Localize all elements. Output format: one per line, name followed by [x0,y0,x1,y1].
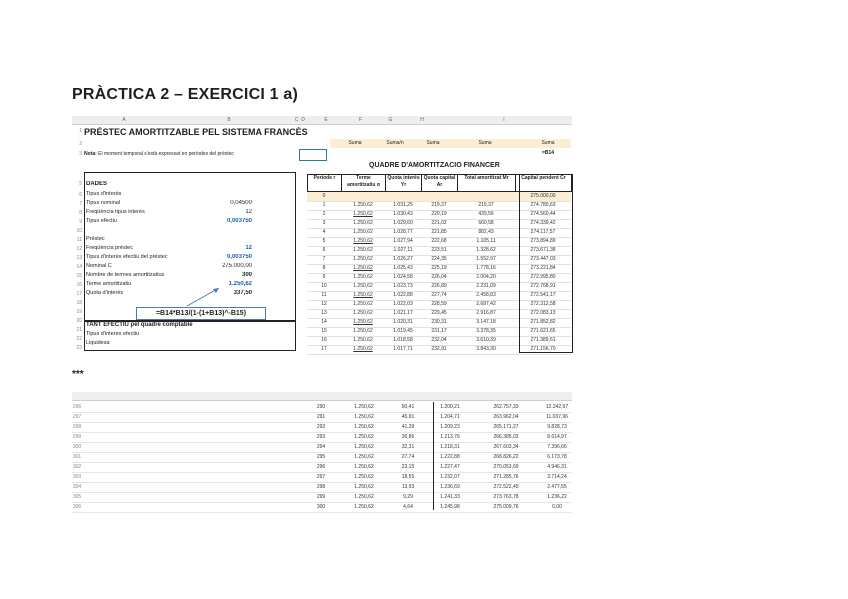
effective-row-1: Tipus d'interès efectiu [86,331,140,337]
input-label: Tipus nominal [86,200,121,206]
table-cell[interactable]: 27,74 [401,454,415,460]
table-cell[interactable]: 232,91 [431,346,447,352]
column-header-e[interactable]: E [324,117,328,123]
table-cell[interactable]: 1.250,62 [353,301,373,307]
row-number: 22 [76,336,82,342]
input-label: Tipus d'interès [86,191,122,197]
table-cell[interactable]: 230,31 [431,319,447,325]
row-number: 305 [72,494,82,500]
amortization-header: Total amortitzat Mr [457,174,516,192]
effective-title: TANT EFECTIU pel quadre comptable [86,322,193,328]
ellipsis: *** [72,369,84,380]
row-number: 306 [72,504,82,510]
table-cell[interactable]: 292 [316,424,326,430]
table-cell[interactable]: 45,91 [401,414,415,420]
summary-header: Suma/n [386,140,404,146]
table-cell[interactable]: 1.250,62 [353,229,373,235]
summary-value: =B14 [541,150,555,156]
table-cell[interactable]: 7.396,66 [547,444,567,450]
table-cell[interactable]: 1.025,43 [393,265,413,271]
table-cell[interactable]: 1.227,47 [440,464,460,470]
table-cell[interactable]: 1.236,69 [440,484,460,490]
table-cell[interactable]: 1.241,33 [440,494,460,500]
table-cell[interactable]: 225,19 [431,265,447,271]
table-cell[interactable]: 1.328,62 [476,247,496,253]
row-number: 19 [76,309,82,315]
table-cell[interactable]: 1.204,71 [440,414,460,420]
table-cell[interactable]: 5 [322,238,326,244]
table-cell[interactable]: 1.250,62 [354,464,374,470]
table-cell[interactable]: 32,31 [401,444,415,450]
table-cell[interactable]: 1.105,11 [476,238,496,244]
amortization-header: Quota capital Ar [421,174,458,192]
table-cell[interactable]: 1.018,58 [393,337,413,343]
table-cell[interactable]: 274.339,42 [530,220,556,226]
table-cell[interactable]: 3 [322,220,326,226]
table-cell[interactable]: 1.019,45 [393,328,413,334]
table-cell[interactable]: 10 [321,283,327,289]
table-cell[interactable]: 6.173,78 [547,454,567,460]
table-cell[interactable]: 1.028,77 [393,229,413,235]
table-cell[interactable]: 9 [322,274,326,280]
table-cell[interactable]: 273.447,03 [530,256,556,262]
summary-header: Suma [426,140,440,146]
amortization-header: Capital pendent Cr [515,174,572,192]
row-number: 18 [76,300,82,306]
column-header-h[interactable]: H [420,117,424,123]
table-cell[interactable]: 1.250,62 [354,504,374,510]
input-label: Nominal C [86,263,112,269]
table-cell[interactable]: 0 [322,193,326,199]
column-header-d[interactable]: D [301,117,305,123]
table-cell[interactable]: 1.250,62 [353,211,373,217]
table-cell[interactable]: 294 [316,444,326,450]
table-cell[interactable]: 219,37 [431,202,447,208]
table-cell[interactable]: 36,86 [401,434,415,440]
table-cell[interactable]: 1.021,17 [393,310,413,316]
table-cell[interactable]: 1.031,25 [393,202,413,208]
input-label: Quota d'interès [86,290,124,296]
table-cell[interactable]: 23,15 [401,464,415,470]
formula-callout: =B14*B13/(1-(1+B13)^-B15) [136,307,266,320]
sheet-heading: PRÉSTEC AMORTITZABLE PEL SISTEMA FRANCÈS [84,127,308,137]
table-cell[interactable]: 1.026,27 [393,256,413,262]
input-label: Préstec [86,236,105,242]
table-cell[interactable]: 3.610,39 [476,337,496,343]
table-cell[interactable]: 274.560,44 [530,211,556,217]
table-cell[interactable]: 272.312,58 [530,301,556,307]
table-cell[interactable]: 3.378,35 [476,328,496,334]
row-number: 15 [76,273,82,279]
row-number: 9 [79,219,82,225]
row-number: 299 [72,434,82,440]
table-cell[interactable]: 11 [321,292,327,298]
table-title: QUADRE D'AMORTITZACIÓ FINANCER [369,162,500,169]
column-header-g[interactable]: G [388,117,393,123]
row-number: 1 [79,128,82,134]
table-cell[interactable]: 273.894,89 [530,238,556,244]
table-cell[interactable]: 227,74 [431,292,447,298]
table-cell[interactable]: 8 [322,265,326,271]
table-cell[interactable]: 660,58 [478,220,494,226]
table-cell[interactable]: 273.671,38 [530,247,556,253]
table-cell[interactable]: 271.389,61 [530,337,556,343]
table-cell[interactable]: 17 [321,346,327,352]
table-cell[interactable]: 1.027,11 [393,247,413,253]
row-number: 11 [76,237,82,243]
input-label: Nombre de termes amortitzatius [86,272,165,278]
column-divider [433,402,434,510]
table-cell[interactable]: 229,45 [431,310,447,316]
table-cell[interactable]: 1.250,62 [353,274,373,280]
table-cell[interactable]: 1.250,62 [353,310,373,316]
table-cell[interactable]: 6 [322,247,326,253]
table-cell[interactable]: 221,02 [431,220,447,226]
table-cell[interactable]: 291 [316,414,326,420]
table-cell[interactable]: 2.916,87 [476,310,496,316]
row-number: 303 [72,474,82,480]
amortization-header: Quota interès Yr [385,174,422,192]
amortization-header: Període r [307,174,342,192]
table-cell[interactable]: 2.004,20 [476,274,496,280]
table-cell[interactable]: 1.200,21 [440,404,460,410]
row-number: 5 [79,181,82,187]
table-cell[interactable]: 1.029,60 [393,220,413,226]
table-cell[interactable]: 2.687,42 [476,301,496,307]
table-cell[interactable]: 1.250,62 [353,292,373,298]
table-cell[interactable]: 1.020,31 [393,319,413,325]
column-header-f[interactable]: F [358,117,363,123]
table-cell[interactable]: 274.780,63 [530,202,556,208]
row-number: 300 [72,444,82,450]
table-cell[interactable]: 223,51 [431,247,447,253]
row-number: 3 [79,151,82,157]
row-number: 8 [79,210,82,216]
input-label: Tipus efectiu [86,218,117,224]
table-cell[interactable]: 1.222,88 [440,454,460,460]
table-cell[interactable]: 224,35 [431,256,447,262]
table-cell[interactable]: 222,68 [431,238,447,244]
input-value[interactable]: 1.250,62 [228,281,252,287]
table-cell[interactable]: 272.522,45 [493,484,519,490]
table-cell[interactable]: 1.250,62 [354,404,374,410]
table-cell[interactable]: 13 [321,310,327,316]
summary-header: Suma [348,140,362,146]
table-cell[interactable]: 275.000,00 [530,193,556,199]
data-title: DADES [86,181,108,187]
input-label: Freqüència tipus interès [86,209,145,215]
table-cell[interactable]: 1.218,31 [440,444,460,450]
table-cell[interactable]: 1.236,22 [547,494,567,500]
table-cell[interactable]: 7 [322,256,326,262]
table-cell[interactable]: 272.541,17 [530,292,556,298]
table-cell[interactable]: 1.250,62 [354,484,374,490]
table-cell[interactable]: 219,37 [478,202,494,208]
table-cell[interactable]: 11.037,96 [546,414,568,420]
note-row [84,151,234,157]
table-cell[interactable]: 298 [316,484,326,490]
table-cell[interactable]: 228,59 [431,301,447,307]
table-cell[interactable]: 1.552,97 [476,256,496,262]
table-cell[interactable]: 1.778,16 [476,265,496,271]
table-cell[interactable]: 299 [316,494,326,500]
table-cell[interactable]: 296 [316,464,326,470]
table-cell[interactable]: 267.603,34 [493,444,519,450]
row-number: 23 [76,345,82,351]
table-cell[interactable]: 1.250,62 [354,494,374,500]
table-cell[interactable]: 1.027,94 [393,238,413,244]
input-value[interactable]: 0,003750 [226,218,252,224]
row-number: 21 [76,327,82,333]
table-cell[interactable]: 275.009,76 [493,504,519,510]
formula-arrow [185,284,225,308]
table-row [72,502,572,513]
table-cell[interactable]: 1.030,43 [393,211,413,217]
table-cell[interactable]: 1.213,76 [440,434,460,440]
table-cell[interactable]: 271.852,82 [530,319,556,325]
table-cell[interactable]: 41,39 [401,424,415,430]
table-cell[interactable]: 274.117,57 [530,229,556,235]
table-cell[interactable]: 1.250,62 [354,434,374,440]
table-cell[interactable]: 1.250,62 [353,283,373,289]
table-cell[interactable]: 4 [322,229,326,235]
table-cell[interactable]: 8.614,97 [547,434,567,440]
row-number: 12 [76,246,82,252]
table-cell[interactable]: 1.250,62 [353,319,373,325]
table-cell[interactable]: 1 [322,202,326,208]
table-cell[interactable]: 1.250,62 [353,256,373,262]
table-cell[interactable]: 1.250,62 [354,454,374,460]
input-value[interactable]: 337,50 [233,290,252,296]
table-cell[interactable]: 50,41 [401,404,415,410]
table-cell[interactable]: 1.250,62 [353,238,373,244]
table-cell[interactable]: 13,93 [401,484,415,490]
input-value[interactable]: 0,04500 [230,200,252,206]
table-cell[interactable]: 1.250,62 [354,414,374,420]
table-cell[interactable]: 9.828,73 [547,424,567,430]
table-cell[interactable]: 220,19 [431,211,447,217]
table-cell[interactable]: 300 [316,504,326,510]
table-cell[interactable]: 16 [321,337,327,343]
row-number: 16 [76,282,82,288]
table-cell[interactable]: 270.053,69 [493,464,519,470]
table-cell[interactable]: 262.757,33 [493,404,519,410]
note-text: El moment temporal s'està expressat en períodes del préstec [98,151,234,157]
column-header-i[interactable]: I [503,117,505,123]
input-label: Freqüència préstec [86,245,134,251]
table-cell[interactable]: 295 [316,454,326,460]
input-value[interactable]: 12 [245,209,252,215]
table-cell[interactable]: 273.221,84 [530,265,556,271]
table-cell[interactable]: 263.962,04 [493,414,519,420]
table-cell[interactable]: 2.231,09 [476,283,496,289]
table-cell[interactable]: 4,64 [403,504,413,510]
table-cell[interactable]: 266.385,03 [493,434,519,440]
table-cell[interactable]: 2.477,55 [547,484,567,490]
table-cell[interactable]: 272.768,91 [530,283,556,289]
row-number: 14 [76,264,82,270]
table-cell[interactable]: 1.250,62 [353,265,373,271]
table-cell[interactable]: 1.245,98 [440,504,460,510]
table-cell[interactable]: 12 [321,301,327,307]
table-cell[interactable]: 297 [316,474,326,480]
table-cell[interactable]: 882,43 [478,229,494,235]
bottom-column-headers [72,392,572,401]
table-cell[interactable]: 273.763,78 [493,494,519,500]
input-value[interactable]: 275.000,00 [221,263,252,269]
summary-header: Suma [478,140,492,146]
input-value[interactable]: 12 [245,245,252,251]
row-number: 6 [79,192,82,198]
capital-column-border [519,174,573,353]
table-cell[interactable]: 226,04 [431,274,447,280]
row-number: 304 [72,484,82,490]
table-cell[interactable]: 272.083,13 [530,310,556,316]
table-cell[interactable]: 2.458,83 [476,292,496,298]
row-number: 302 [72,464,82,470]
column-header-c[interactable]: C [294,117,299,123]
table-cell[interactable]: 290 [316,404,326,410]
table-cell[interactable]: 1.250,62 [354,424,374,430]
row-number: 2 [79,141,82,147]
selected-cell[interactable] [299,149,327,161]
table-cell[interactable]: 272.995,80 [530,274,556,280]
table-cell[interactable]: 12.242,67 [545,404,569,410]
note-label: Nota: [84,151,97,157]
row-number: 301 [72,454,82,460]
table-cell[interactable]: 1.250,62 [353,247,373,253]
table-cell[interactable]: 1.250,62 [353,337,373,343]
table-cell[interactable]: 231,17 [431,328,447,334]
table-cell[interactable]: 3.843,30 [476,346,496,352]
table-cell[interactable]: 1.023,73 [393,283,413,289]
table-cell[interactable]: 293 [316,434,326,440]
row-number: 7 [79,201,82,207]
input-value[interactable]: 0,003750 [226,254,252,260]
table-cell[interactable]: 1.250,62 [353,202,373,208]
table-cell[interactable]: 14 [321,319,327,325]
table-cell[interactable]: 3.714,24 [547,474,567,480]
table-cell[interactable]: 1.250,62 [353,346,373,352]
row-number: 13 [76,255,82,261]
table-cell[interactable]: 18,55 [401,474,415,480]
summary-header: Suma [541,140,555,146]
table-cell[interactable]: 1.250,62 [354,444,374,450]
row-number: 20 [76,318,82,324]
table-cell[interactable]: 271.621,65 [530,328,556,334]
table-cell[interactable]: 1.024,58 [393,274,413,280]
table-cell[interactable]: 1.017,71 [393,346,413,352]
row-number: 297 [72,414,82,420]
table-cell[interactable]: 221,85 [431,229,447,235]
table-cell[interactable]: 1.232,07 [440,474,460,480]
table-cell[interactable]: 1.209,23 [440,424,460,430]
input-label: Tipus d'interès efectiu del préstec [86,254,168,260]
table-cell[interactable]: 9,29 [403,494,413,500]
table-cell[interactable]: 271.156,70 [530,346,556,352]
input-label: Terme amortitzatiu [86,281,132,287]
amortization-header: Terme amortitzatiu α [341,174,386,192]
effective-row-2: Liquidesa [86,340,110,346]
table-cell[interactable]: 3.147,18 [476,319,496,325]
table-cell[interactable]: 1.250,62 [353,220,373,226]
table-cell[interactable]: 0,00 [552,504,562,510]
table-cell[interactable]: 4.946,31 [547,464,567,470]
table-cell[interactable]: 271.285,76 [493,474,519,480]
table-cell[interactable]: 226,89 [431,283,447,289]
column-header-b[interactable]: B [227,117,231,123]
row-number: 298 [72,424,82,430]
row-number: 296 [72,404,82,410]
row-number: 17 [76,291,82,297]
table-cell[interactable]: 439,56 [478,211,494,217]
table-cell[interactable]: 2 [322,211,326,217]
table-cell[interactable]: 268.826,22 [493,454,519,460]
table-cell[interactable]: 1.250,62 [353,328,373,334]
table-cell[interactable]: 1.022,03 [393,301,413,307]
row-number: 10 [76,228,82,234]
table-cell[interactable]: 1.250,62 [354,474,374,480]
column-header-a[interactable]: A [122,117,126,123]
input-value[interactable]: 300 [241,272,252,278]
table-cell[interactable]: 15 [321,328,327,334]
table-cell[interactable]: 1.022,88 [393,292,413,298]
page-title: PRÀCTICA 2 – EXERCICI 1 a) [72,86,298,103]
table-cell[interactable]: 232,04 [431,337,447,343]
table-cell[interactable]: 265.171,27 [493,424,519,430]
